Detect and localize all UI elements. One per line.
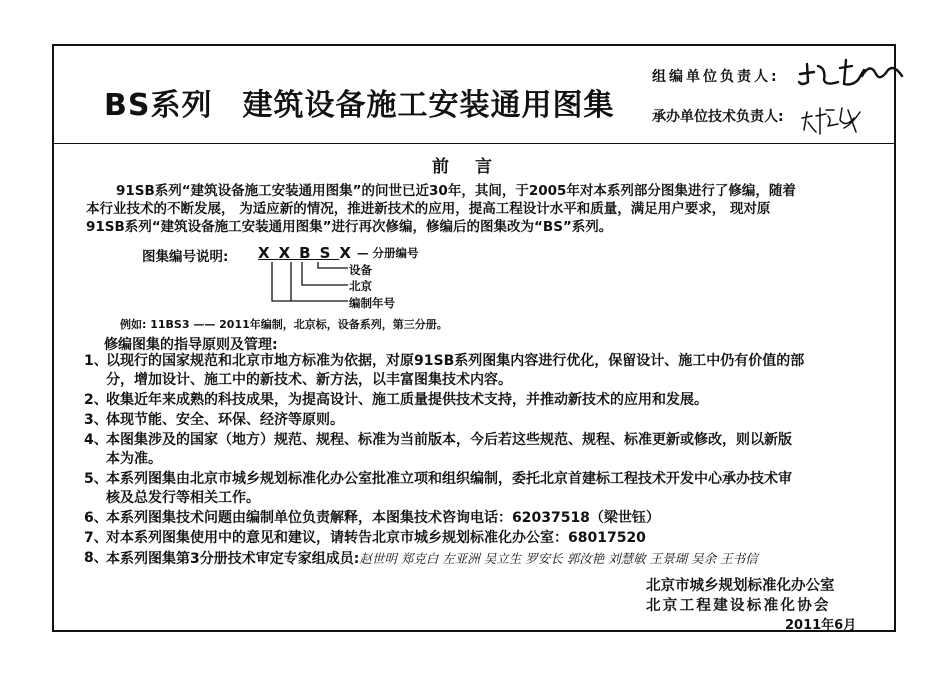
item-number: 4、 — [84, 432, 108, 448]
code-char: X — [278, 244, 300, 262]
item-number: 3、 — [84, 412, 108, 428]
code-leader-lines — [258, 240, 358, 310]
code-label-year: 编制年号 — [349, 296, 395, 310]
item-text: 本系列图集由北京市城乡规划标准化办公室批准立项和组织编制，委托北京首建标工程技术开发中心承办技术审 — [106, 471, 792, 487]
code-char: X — [339, 244, 360, 262]
code-explain-label: 图集编号说明: — [142, 249, 229, 265]
item-text: 核及总发行等相关工作。 — [106, 490, 260, 506]
code-label-volume: — 分册编号 — [357, 246, 419, 260]
code-char: X — [258, 244, 279, 262]
item-text: 体现节能、安全、环保、经济等原则。 — [106, 412, 344, 428]
list-item — [84, 470, 884, 508]
code-char: B — [299, 244, 320, 262]
main-title — [104, 80, 614, 124]
intro-line: 91SB系列“建筑设备施工安装通用图集”的问世已近30年，其间，于2005年对本系列部分图集进行了修编，随着 — [116, 183, 796, 199]
principles-heading: 修编图集的指导原则及管理: — [104, 337, 278, 353]
item-text: 以现行的国家规范和北京市地方标准为依据，对原91SB系列图集内容进行优化，保留设计、施工中仍有价值的部 — [106, 353, 805, 369]
item-number: 6、 — [84, 510, 108, 526]
preface-title: 前言 — [432, 157, 518, 177]
expert-names: 赵世明 郑克白 左亚洲 吴立生 罗安长 郭汝艳 刘慧敏 王景瑚 吴余 王书信 — [359, 551, 758, 566]
preface-intro — [86, 182, 876, 236]
item-number: 5、 — [84, 471, 108, 487]
item-text: 本为准。 — [106, 451, 162, 467]
tech-responsible-label: 承办单位技术负责人: — [652, 109, 784, 125]
intro-line: 本行业技术的不断发展， 为适应新的情况，推进新技术的应用，提高工程设计水平和质量，满足用户要求， 现对原 — [86, 201, 771, 217]
item-text: 本图集涉及的国家（地方）规范、规程、标准为当前版本，今后若这些规范、规程、标准更新或修改，则以新版 — [106, 432, 792, 448]
code-char: S — [319, 244, 340, 262]
item-number: 8、 — [84, 550, 108, 566]
item-text: 本系列图集技术问题由编制单位负责解释，本图集技术咨询电话：62037518（梁世钰） — [106, 510, 660, 526]
item-number: 1、 — [84, 353, 108, 369]
list-item — [84, 549, 884, 569]
item-text: 分，增加设计、施工中的新技术、新方法，以丰富图集技术内容。 — [106, 372, 512, 388]
header-divider — [52, 143, 896, 144]
list-item — [84, 411, 884, 430]
item-number: 7、 — [84, 530, 108, 546]
series-name: BS系列 — [104, 88, 213, 123]
issue-date: 2011年6月 — [785, 618, 857, 633]
issuing-association: 北京工程建设标准化协会 — [646, 598, 831, 614]
code-label-beijing: 北京 — [349, 279, 372, 293]
list-item — [84, 391, 884, 410]
item-text: 本系列图集第3分册技术审定专家组成员: — [106, 551, 360, 567]
list-item — [84, 529, 884, 548]
org-responsible-label: 组编单位负责人: — [652, 69, 780, 85]
list-item — [84, 431, 884, 469]
principles-list — [84, 352, 884, 570]
intro-line: 91SB系列“建筑设备施工安装通用图集”进行再次修编，修编后的图集改为“BS”系列。 — [86, 219, 613, 235]
item-number: 2、 — [84, 392, 108, 408]
list-item — [84, 509, 884, 528]
code-example: 例如: 11BS3 —— 2011年编制，北京标，设备系列，第三分册。 — [120, 318, 448, 331]
tech-responsible-signature — [798, 98, 868, 138]
item-text: 对本系列图集使用中的意见和建议，请转告北京市城乡规划标准化办公室：68017520 — [106, 530, 646, 546]
code-label-equipment: 设备 — [349, 263, 372, 277]
list-item — [84, 352, 884, 390]
atlas-title: 建筑设备施工安装通用图集 — [242, 88, 615, 123]
org-responsible-signature — [796, 56, 906, 96]
issuing-office: 北京市城乡规划标准化办公室 — [646, 578, 835, 594]
item-text: 收集近年来成熟的科技成果，为提高设计、施工质量提供技术支持，并推动新技术的应用和发展。 — [106, 392, 708, 408]
